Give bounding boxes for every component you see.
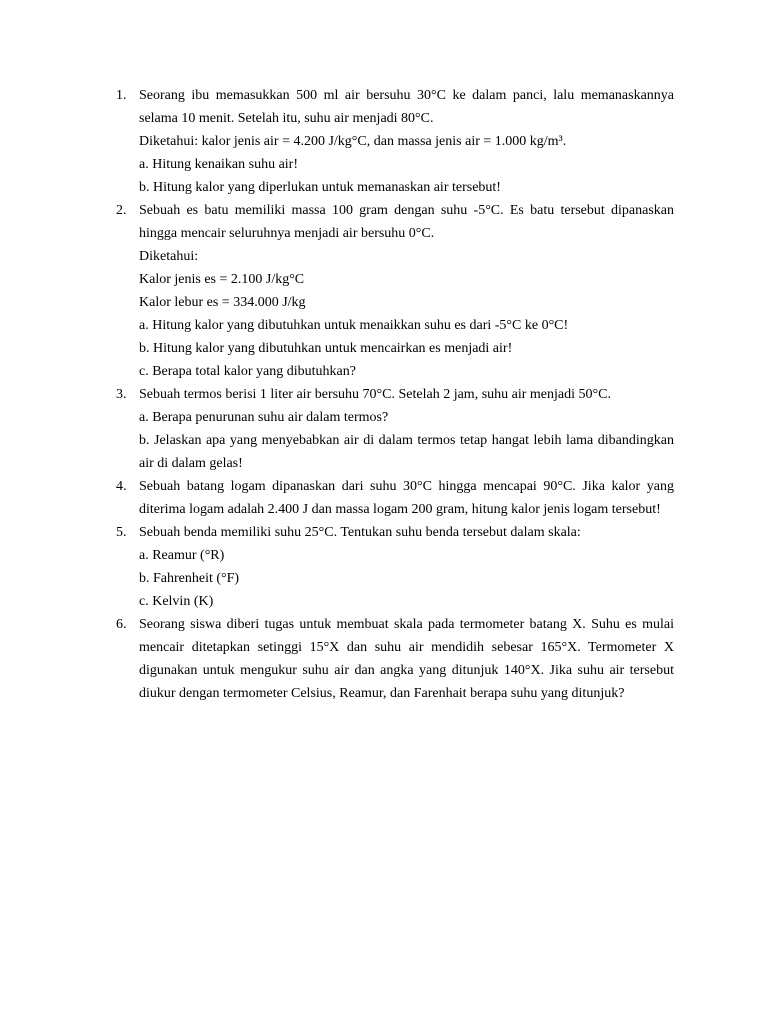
question-number: 6. — [116, 617, 127, 632]
question-text: c. Berapa total kalor yang dibutuhkan? — [139, 364, 356, 379]
question-text: b. Jelaskan apa yang menyebabkan air di dalam termos tetap hangat lebih lama dibandingkan air di dalam gelas! — [139, 433, 674, 471]
question-text: b. Fahrenheit (°F) — [139, 571, 240, 586]
question-text: Sebuah termos berisi 1 liter air bersuhu 70°C. Setelah 2 jam, suhu air menjadi 50°C. — [139, 387, 611, 402]
question-number: 1. — [116, 88, 127, 103]
question-item — [116, 475, 674, 521]
question-text: Kalor jenis es = 2.100 J/kg°C — [139, 272, 305, 287]
question-item — [116, 84, 674, 199]
question-text: a. Reamur (°R) — [139, 548, 225, 563]
question-item — [116, 613, 674, 705]
question-text: Kalor lebur es = 334.000 J/kg — [139, 295, 306, 310]
question-text: c. Kelvin (K) — [139, 594, 214, 609]
question-number: 4. — [116, 479, 127, 494]
question-text: Sebuah benda memiliki suhu 25°C. Tentukan suhu benda tersebut dalam skala: — [139, 525, 581, 540]
question-text: Seorang siswa diberi tugas untuk membuat skala pada termometer batang X. Suhu es mulai mencair ditetapkan setinggi 15°X dan suhu air mendidih sebesar 165°X. Termometer X digunakan untuk mengukur suhu air dan angka yang ditunjuk 140°X. Jika suhu air tersebut diukur dengan termometer Celsius, Reamur, dan Farenhait berapa suhu yang ditunjuk? — [139, 617, 674, 701]
question-list — [116, 84, 674, 705]
question-number: 2. — [116, 203, 127, 218]
question-text: Seorang ibu memasukkan 500 ml air bersuhu 30°C ke dalam panci, lalu memanaskannya selama 10 menit. Setelah itu, suhu air menjadi 80°C. — [139, 88, 674, 126]
question-text: b. Hitung kalor yang diperlukan untuk memanaskan air tersebut! — [139, 180, 501, 195]
question-text: a. Berapa penurunan suhu air dalam termos? — [139, 410, 389, 425]
question-text: a. Hitung kalor yang dibutuhkan untuk menaikkan suhu es dari -5°C ke 0°C! — [139, 318, 569, 333]
question-text: Diketahui: — [139, 249, 199, 264]
question-text: Sebuah es batu memiliki massa 100 gram dengan suhu -5°C. Es batu tersebut dipanaskan hingga mencair seluruhnya menjadi air bersuhu 0°C. — [139, 203, 674, 241]
question-text: b. Hitung kalor yang dibutuhkan untuk mencairkan es menjadi air! — [139, 341, 513, 356]
question-number: 5. — [116, 525, 127, 540]
question-item — [116, 199, 674, 383]
question-number: 3. — [116, 387, 127, 402]
question-text: a. Hitung kenaikan suhu air! — [139, 157, 299, 172]
question-item — [116, 383, 674, 475]
question-item — [116, 521, 674, 613]
question-text: Diketahui: kalor jenis air = 4.200 J/kg°C, dan massa jenis air = 1.000 kg/m³. — [139, 134, 567, 149]
question-text: Sebuah batang logam dipanaskan dari suhu 30°C hingga mencapai 90°C. Jika kalor yang diterima logam adalah 2.400 J dan massa logam 200 gram, hitung kalor jenis logam tersebut! — [139, 479, 674, 517]
